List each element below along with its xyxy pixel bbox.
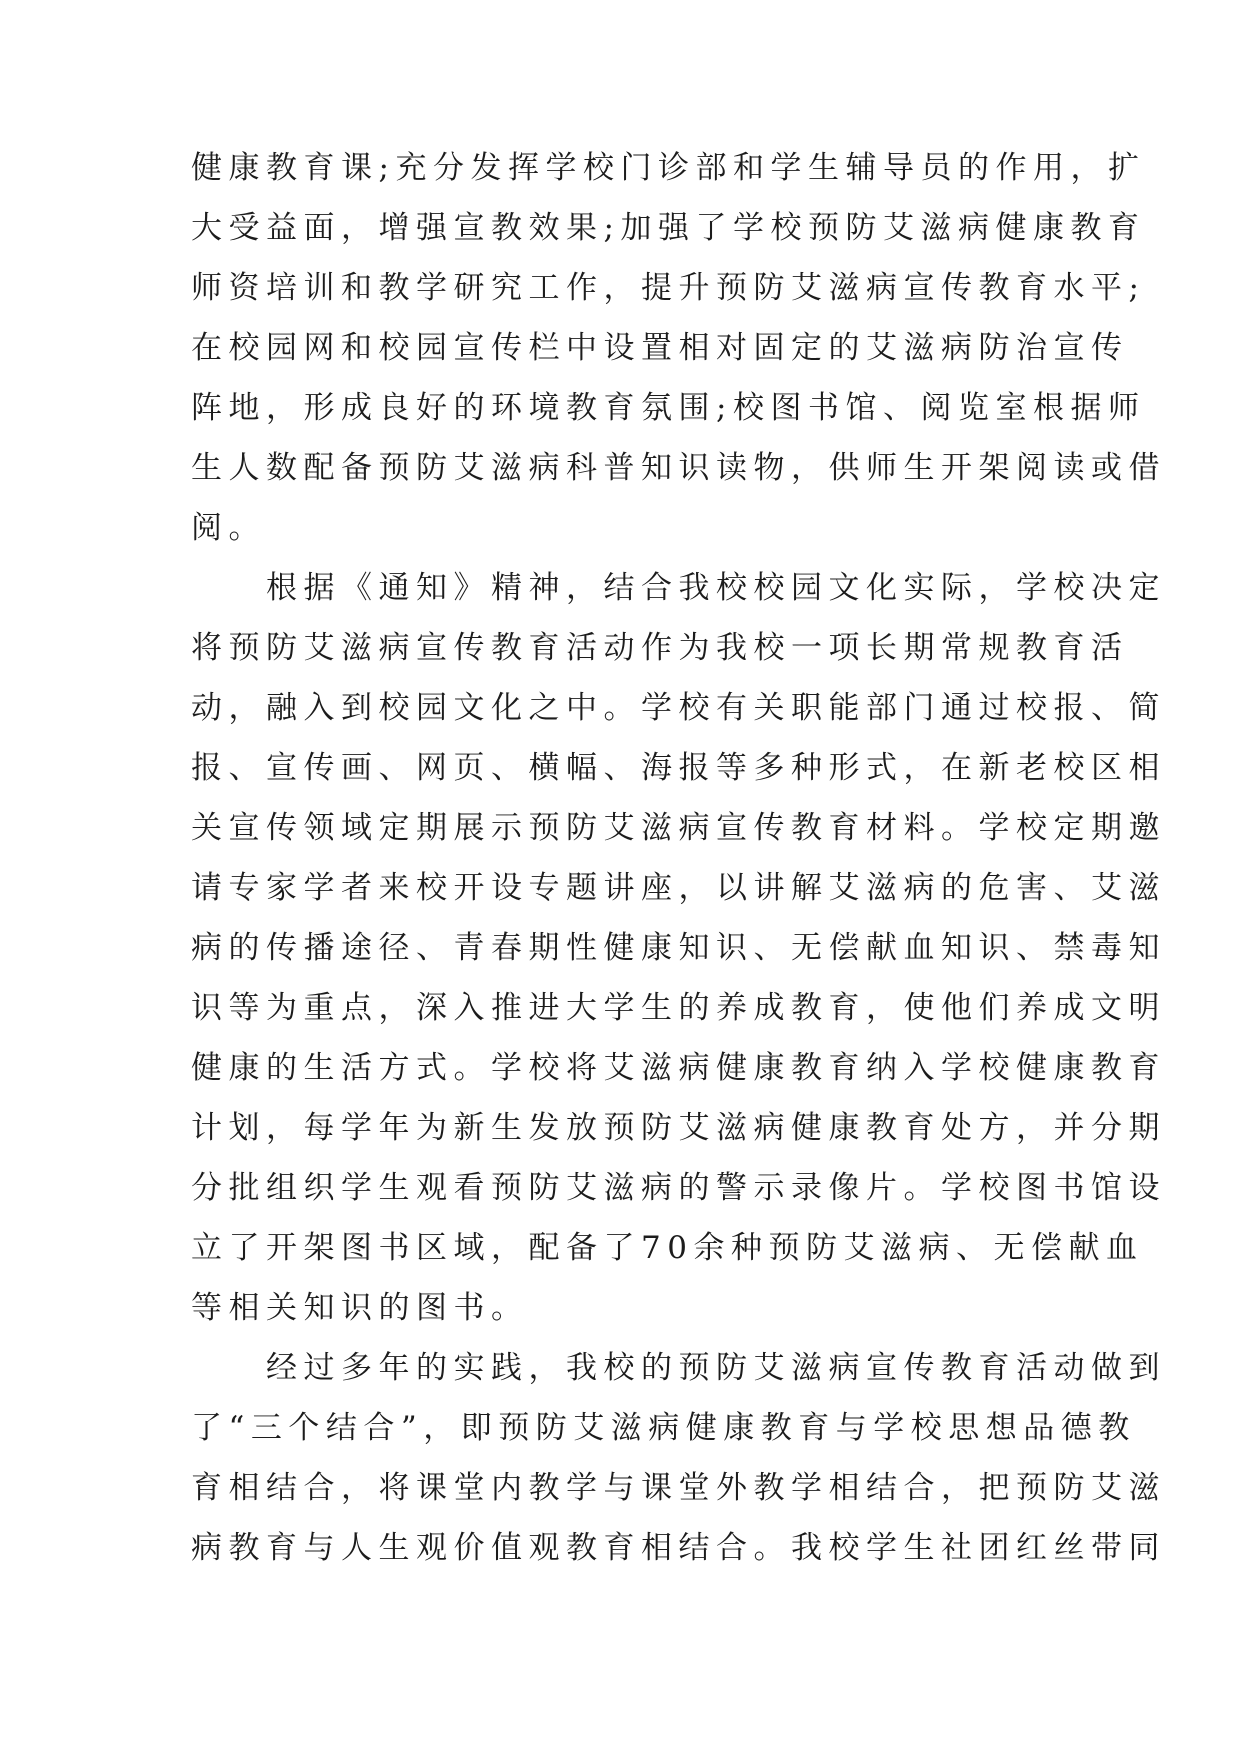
text-line: 生人数配备预防艾滋病科普知识读物，供师生开架阅读或借 [191, 450, 1166, 486]
text-line: 动，融入到校园文化之中。学校有关职能部门通过校报、简 [191, 690, 1166, 726]
paragraph [191, 1338, 1166, 1578]
text-line: 师资培训和教学研究工作，提升预防艾滋病宣传教育水平; [191, 270, 1146, 306]
text-line: 关宣传领域定期展示预防艾滋病宣传教育材料。学校定期邀 [191, 810, 1166, 846]
text-line: 健康的生活方式。学校将艾滋病健康教育纳入学校健康教育 [191, 1050, 1166, 1086]
text-line: 育相结合，将课堂内教学与课堂外教学相结合，把预防艾滋 [191, 1470, 1166, 1506]
text-line: 病教育与人生观价值观教育相结合。我校学生社团红丝带同 [191, 1530, 1166, 1566]
text-line: 经过多年的实践，我校的预防艾滋病宣传教育活动做到 [266, 1350, 1166, 1386]
text-line: 健康教育课;充分发挥学校门诊部和学生辅导员的作用，扩 [191, 150, 1146, 186]
text-line: 计划，每学年为新生发放预防艾滋病健康教育处方，并分期 [191, 1110, 1166, 1146]
body-text [191, 138, 1166, 1578]
text-line: 在校园网和校园宣传栏中设置相对固定的艾滋病防治宣传 [191, 330, 1129, 366]
text-line: 大受益面，增强宣教效果;加强了学校预防艾滋病健康教育 [191, 210, 1146, 246]
text-line: 报、宣传画、网页、横幅、海报等多种形式，在新老校区相 [191, 750, 1166, 786]
text-line: 分批组织学生观看预防艾滋病的警示录像片。学校图书馆设 [191, 1170, 1166, 1206]
text-line: 将预防艾滋病宣传教育活动作为我校一项长期常规教育活 [191, 630, 1129, 666]
paragraph [191, 558, 1166, 1338]
text-line: 了“三个结合”，即预防艾滋病健康教育与学校思想品德教 [191, 1410, 1136, 1446]
text-line: 等相关知识的图书。 [191, 1290, 529, 1326]
text-line: 阵地，形成良好的环境教育氛围;校图书馆、阅览室根据师 [191, 390, 1146, 426]
text-line: 识等为重点，深入推进大学生的养成教育，使他们养成文明 [191, 990, 1166, 1026]
text-line: 请专家学者来校开设专题讲座，以讲解艾滋病的危害、艾滋 [191, 870, 1166, 906]
text-line: 立了开架图书区域，配备了70余种预防艾滋病、无偿献血 [191, 1230, 1144, 1266]
text-line: 根据《通知》精神，结合我校校园文化实际，学校决定 [266, 570, 1166, 606]
text-line: 病的传播途径、青春期性健康知识、无偿献血知识、禁毒知 [191, 930, 1166, 966]
text-line: 阅。 [191, 510, 266, 546]
paragraph [191, 138, 1166, 558]
